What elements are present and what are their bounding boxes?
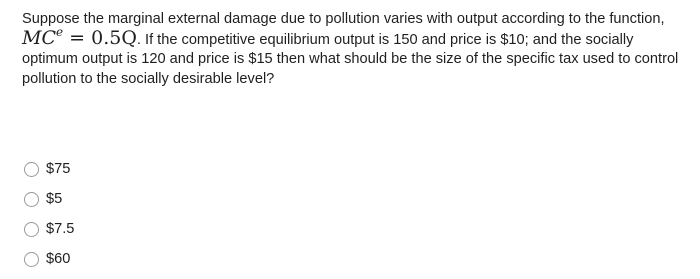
- radio-button[interactable]: [24, 222, 39, 237]
- formula-lhs: MC: [22, 27, 56, 50]
- answer-option-label: $7.5: [46, 221, 75, 237]
- question-text-after: . If the competitive equilibrium output is 150 and price is $10; and the socially optimum output is 120 and price is $15 then what should be the size of the specific tax used to control pollution to the socially desirable level?: [22, 32, 679, 87]
- answer-option-label: $5: [46, 191, 63, 207]
- answer-option-60[interactable]: [24, 244, 324, 274]
- formula-superscript: e: [56, 25, 64, 40]
- formula-rhs: 0.5Q: [91, 27, 137, 50]
- radio-button[interactable]: [24, 192, 39, 207]
- question-text-before: Suppose the marginal external damage due to pollution varies with output according to the function,: [22, 11, 665, 27]
- answer-options: [24, 154, 324, 274]
- radio-button[interactable]: [24, 252, 39, 267]
- formula-equals: =: [63, 27, 92, 50]
- question-text: [22, 10, 682, 89]
- answer-option-75[interactable]: [24, 154, 324, 184]
- answer-option-label: $75: [46, 161, 71, 177]
- answer-option-7-5[interactable]: [24, 214, 324, 244]
- answer-option-label: $60: [46, 251, 71, 267]
- marginal-damage-formula: [22, 27, 137, 49]
- answer-option-5[interactable]: [24, 184, 324, 214]
- radio-button[interactable]: [24, 162, 39, 177]
